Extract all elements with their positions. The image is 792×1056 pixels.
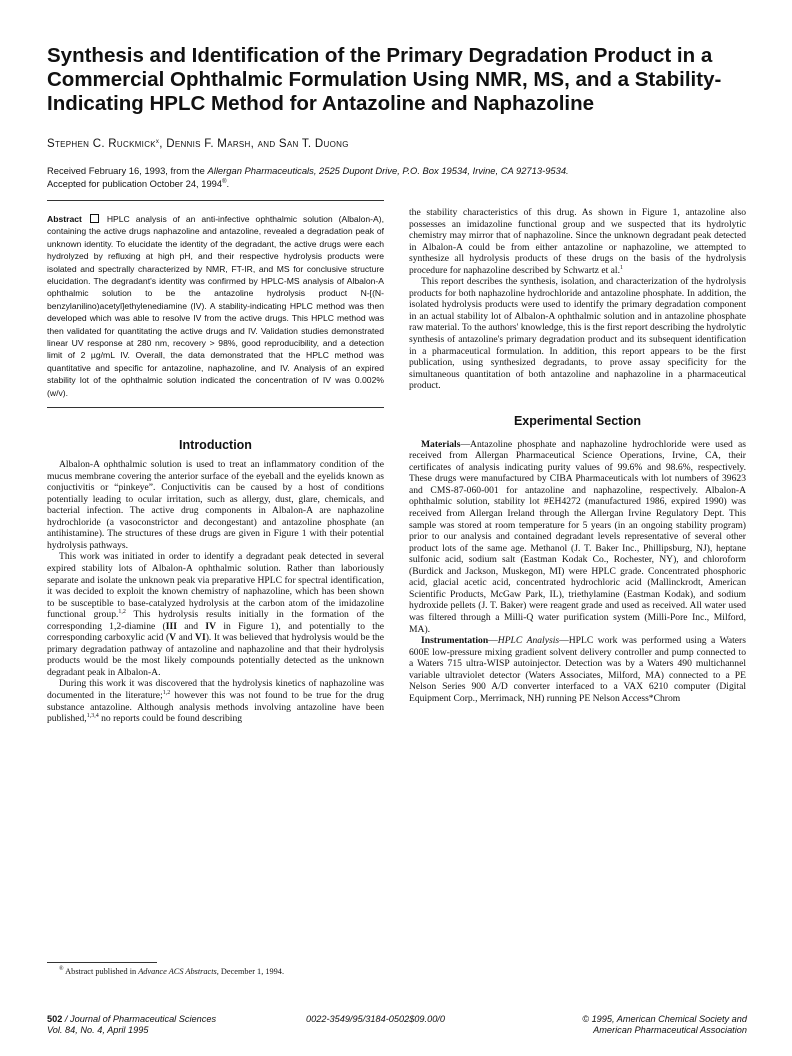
accepted-mark: ®	[222, 179, 227, 185]
left-column	[47, 200, 384, 725]
intro-p2-and-2: and	[176, 632, 196, 644]
footer-copyright	[582, 1014, 747, 1036]
intro-p2-ref-1: 1,2	[118, 609, 126, 616]
intro-r1-ref: 1	[619, 264, 623, 271]
compound-IV: IV	[205, 620, 217, 632]
abstract-label: Abstract	[47, 214, 82, 224]
author-3: San T. Duong	[278, 138, 349, 150]
author-2: Dennis F. Marsh	[166, 138, 251, 150]
instrumentation-paragraph	[409, 635, 746, 704]
intro-paragraph-4	[409, 207, 746, 276]
square-icon	[90, 214, 99, 223]
hplc-analysis-label: HPLC Analysis	[497, 635, 560, 647]
footnote	[47, 962, 384, 976]
intro-p3-text-b: however this was not found to be true for the drug substance antazoline. Although analysis methods involving antazoline have been published,	[47, 690, 384, 725]
intro-paragraph-2	[47, 551, 384, 678]
accepted-date: Accepted for publication October 24, 1994	[47, 178, 223, 189]
author-separator-1: ,	[159, 138, 167, 150]
received-info	[47, 164, 757, 190]
footnote-rule	[47, 962, 157, 963]
intro-p3-ref-2: 1,3,4	[86, 713, 99, 720]
intro-p3-ref-1: 1,2	[162, 690, 171, 697]
intro-p2-text-a: This work was initiated in order to identify a degradant peak detected in several expired stability lots of Albalon-A ophthalmic solution. Rather than laboriously separate and isolate the unknown peak via preparative HPLC for spectral identification, it was decided to exploit the known chemistry of naphazoline, which has been shown to be susceptible to base-catalyzed hydrolysis at the carbon atom of the imidazoline functional group.	[47, 551, 384, 621]
intro-paragraph-1: Albalon-A ophthalmic solution is used to treat an inflammatory condition of the mucus membrane covering the anterior surface of the eyeball and the eyelids known as conjuctivitis or “pinkeye”. Conjuctivitis can be caused by a host of conditions potentially leading to ocular irritation, such as allergy, dust, glare, chemicals, and bacterial infection. The active drug components in Albalon-A are naphazoline hydrochloride (a vasoconstrictor and decongestant) and antazoline phosphate (an antihistamine). The structures of these drugs are given in Figure 1 with their potential hydrolysis pathways.	[47, 459, 384, 551]
materials-paragraph	[409, 439, 746, 635]
footnote-date: , December 1, 1994.	[216, 967, 285, 976]
compound-V: V	[169, 632, 177, 644]
intro-p2-text-b: This hydrolysis results initially in the formation of the corresponding 1,2-diamine (	[47, 609, 384, 632]
instrumentation-dash: —	[488, 635, 498, 647]
materials-text: —Antazoline phosphate and naphazoline hydrochloride were used as received from Allergan Pharmaceutical Science Operations, Irvine, CA, their certificates of analysis indicating purity values of 99.6% and 98.6%, respectively. These drugs were manufactured by CIBA Pharmaceuticals with lot numbers of 39623 and CMS-87-060-001 for antazoline and naphazoline, respectively. Albalon-A ophthalmic solution, stability lot #EH4272 (manufactured 1986, expired 1990) was received from Allergan Ireland through the Allergan Irvine Regulatory Dept. This sample was stored at room temperature for 5 years (in an ongoing stability program) prior to our analysis and contained degradant levels representative of several other product lots of the same age. Methanol (J. T. Baker Inc., Phillipsburg, NJ), heptane sulfonic acid, sodium salt (Eastman Kodak Co., Rochester, NY), and chloroform (Burdick and Jackson, Muskegon, MI) were HPLC grade. Concentrated phosphoric acid, glacial acetic acid, concentrated hydrochloric acid (Mallinckrodt, American Scientific Products, McGaw Park, IL), triethylamine (Eastman Kodak), and sodium hydroxide pellets (J. T. Baker) were reagent grade and used as received. All water used was filtered through a Milli-Q water purification system (Milli-Pore Inc., Milford, MA).	[409, 438, 746, 635]
instrumentation-label: Instrumentation	[421, 635, 489, 647]
copyright-line-2: American Pharmaceutical Association	[593, 1025, 747, 1035]
instrumentation-text: —HPLC work was performed using a Waters 600E low-pressure mixing gradient solvent delivery controller and pump connected to a Waters 715 ultra-WISP autoinjector. Detection was by a Waters 490 multichannel variable ultraviolet detector (Waters Associates, Milford, MA) connected to a PE Nelson Series 900 A/D converter interfaced to a VAX 6210 computer (Digital Equipment Corp., Merrimack, NH) running PE Nelson Access*Chrom	[409, 635, 746, 704]
compound-VI: VI	[195, 632, 206, 644]
accepted-end: .	[226, 178, 230, 189]
received-date: Received February 16, 1993, from the	[47, 165, 208, 176]
intro-r1-text: the stability characteristics of this drug. As shown in Figure 1, antazoline also possesses an imidazoline functional group and we suspected that its hydrolytic chemistry may mirror that of naphazoline. Since the unknown degradant peak detected in Albalon-A could be from either antazoline or naphazoline, we attempted to synthesize all hydrolysis products of these drugs on the basis of the hydrolysis procedure for naphazoline described by Schwartz et al.	[409, 207, 746, 276]
footer-journal	[47, 1014, 216, 1036]
footnote-lead: Abstract published in	[63, 967, 139, 976]
intro-p3-text-a: During this work it was discovered that the hydrolysis kinetics of naphazoline was documented in the literature;	[47, 678, 384, 702]
right-column	[409, 207, 746, 704]
experimental-heading: Experimental Section	[513, 413, 642, 428]
author-1: Stephen C. Ruckmick	[47, 138, 156, 150]
page-number: 502	[47, 1014, 63, 1024]
introduction-heading: Introduction	[179, 438, 252, 453]
footnote-mark: ®	[59, 966, 64, 972]
author-separator-2: , and	[250, 138, 279, 150]
intro-p2-and-1: and	[176, 620, 206, 632]
compound-III: III	[165, 620, 177, 632]
abstract	[47, 213, 384, 399]
intro-p3-text-c: no reports could be found describing	[98, 713, 243, 725]
copyright-line-1: © 1995, American Chemical Society and	[582, 1014, 747, 1024]
intro-p2-text-c: in Figure 1), and potentially to the corresponding carboxylic acid (	[47, 620, 384, 644]
abstract-top-rule	[47, 200, 384, 201]
abstract-text: HPLC analysis of an anti-infective ophthalmic solution (Albalon-A), containing the active drugs naphazoline and antazoline, revealed a degradation peak of unknown identity. To elucidate the identity of the degradant, the active drugs were each hydrolyzed by refluxing at high pH, and their respective hydrolysis products were isolated and spectrally characterized by NMR, FT-IR, and MS for conclusive structure elucidation. The degradant's identity was confirmed by HPLC-MS analysis of Albalon-A ophthalmic solution to be the antazoline hydrolysis product N-[(N-benzylanilino)acetyl]ethylenediamine (IV). A stability-indicating HPLC method was then developed which was able to resolve IV from the active drugs. This HPLC method was then validated for quantitating the active drugs and IV. Validation studies demonstrated linear UV response at 280 nm, recovery > 98%, good reproducibility, and a detection limit of 2 µg/mL IV. Overall, the data demonstrated that the HPLC method was quantitative and specific for antazoline, naphazoline, and IV. Analysis of an expired stability lot of the ophthalmic solution indicated the concentration of IV was 0.002% (w/v).	[47, 214, 385, 398]
author-list	[47, 138, 747, 150]
materials-label: Materials	[421, 438, 461, 450]
journal-volume: Vol. 84, No. 4, April 1995	[47, 1025, 149, 1035]
footnote-journal: Advance ACS Abstracts	[138, 967, 217, 976]
affiliation: Allergan Pharmaceuticals, 2525 Dupont Drive, P.O. Box 19534, Irvine, CA 92713-9534.	[207, 165, 569, 176]
intro-p2-text-d: ). It was believed that hydrolysis would be the primary degradation pathway of antazoline and naphazoline and that their hydrolysis products would be the most likely compounds potentially detected as the unknown degradant peak in Albalon-A.	[47, 632, 384, 678]
footnote-text	[59, 967, 384, 976]
intro-paragraph-5: This report describes the synthesis, isolation, and characterization of the hydrolysis products for both naphazoline hydrochloride and antazoline phosphate. In addition, the isolated hydrolysis products were used to identify the primary degradation component in an actual stability lot of Albalon-A ophthalmic solution and in antazoline phosphate raw material. To the authors' knowledge, this is the first report describing the hydrolytic synthesis of antazoline's primary degradation product and its subsequent identification in a pharmaceutical formulation. In addition, this report appears to be the first publication, using synthesized degradants, to prove assay specificity for the simultaneous quantitation of both antazoline and naphazoline in a pharmaceutical product.	[409, 276, 746, 392]
footer-code: 0022-3549/95/3184-0502$09.00/0	[306, 1014, 445, 1024]
article-title: Synthesis and Identification of the Primary Degradation Product in a Commercial Ophthalmic Formulation Using NMR, MS, and a Stability-Indicating HPLC Method for Antazoline and Naphazoline	[47, 44, 722, 115]
intro-paragraph-3	[47, 678, 384, 724]
journal-name: / Journal of Pharmaceutical Sciences	[62, 1014, 217, 1024]
author-1-mark: x	[155, 139, 160, 145]
